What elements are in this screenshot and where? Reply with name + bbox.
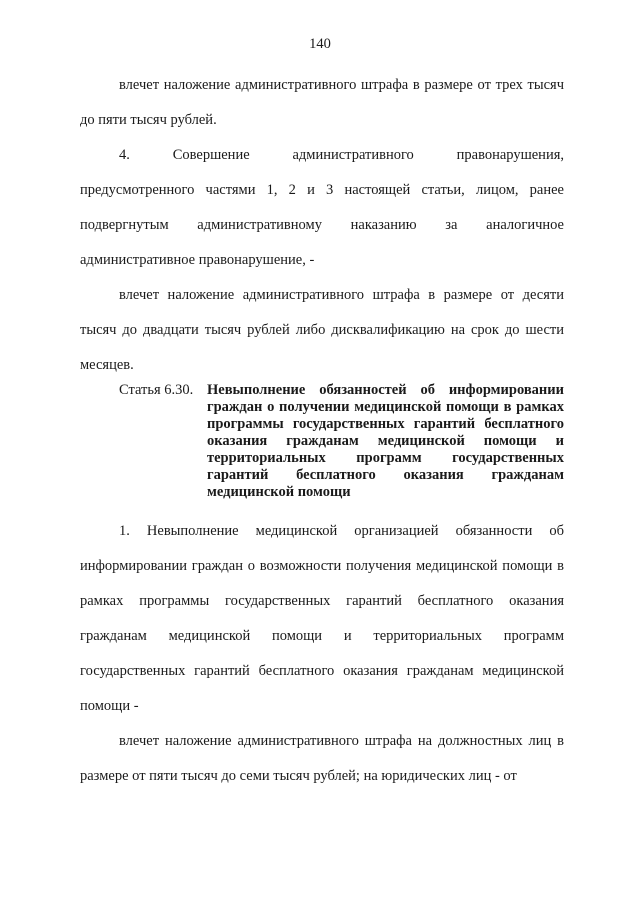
body-text-block-1	[80, 68, 564, 383]
article-title: Невыполнение обязанностей об информировании граждан о получении медицинской помощи в рамках программы государственных гарантий бесплатного оказания гражданам медицинской помощи и территориальных программ государственных гарантий бесплатного оказания гражданам медицинской помощи	[207, 382, 564, 500]
article-number: Статья 6.30.	[119, 382, 194, 398]
paragraph-item-4: 4. Совершение административного правонарушения, предусмотренного частями 1, 2 и 3 настоящей статьи, лицом, ранее подвергнутым административному наказанию за аналогичное административное правонарушение, -	[80, 147, 564, 268]
body-text-block-2	[80, 514, 564, 794]
article-heading	[80, 382, 564, 501]
page-number: 140	[309, 36, 331, 52]
paragraph-penalty-1: влечет наложение административного штрафа в размере от трех тысяч до пяти тысяч рублей.	[80, 77, 564, 128]
paragraph-penalty-3: влечет наложение административного штрафа на должностных лиц в размере от пяти тысяч до семи тысяч рублей; на юридических лиц - от	[80, 733, 564, 784]
paragraph-penalty-2: влечет наложение административного штрафа в размере от десяти тысяч до двадцати тысяч рублей либо дисквалификацию на срок до шести месяцев.	[80, 287, 564, 373]
paragraph-item-1: 1. Невыполнение медицинской организацией обязанности об информировании граждан о возможности получения медицинской помощи в рамках программы государственных гарантий бесплатного оказания гражданам медицинской помощи и территориальных программ государственных гарантий бесплатного оказания гражданам медицинской помощи -	[80, 523, 564, 714]
